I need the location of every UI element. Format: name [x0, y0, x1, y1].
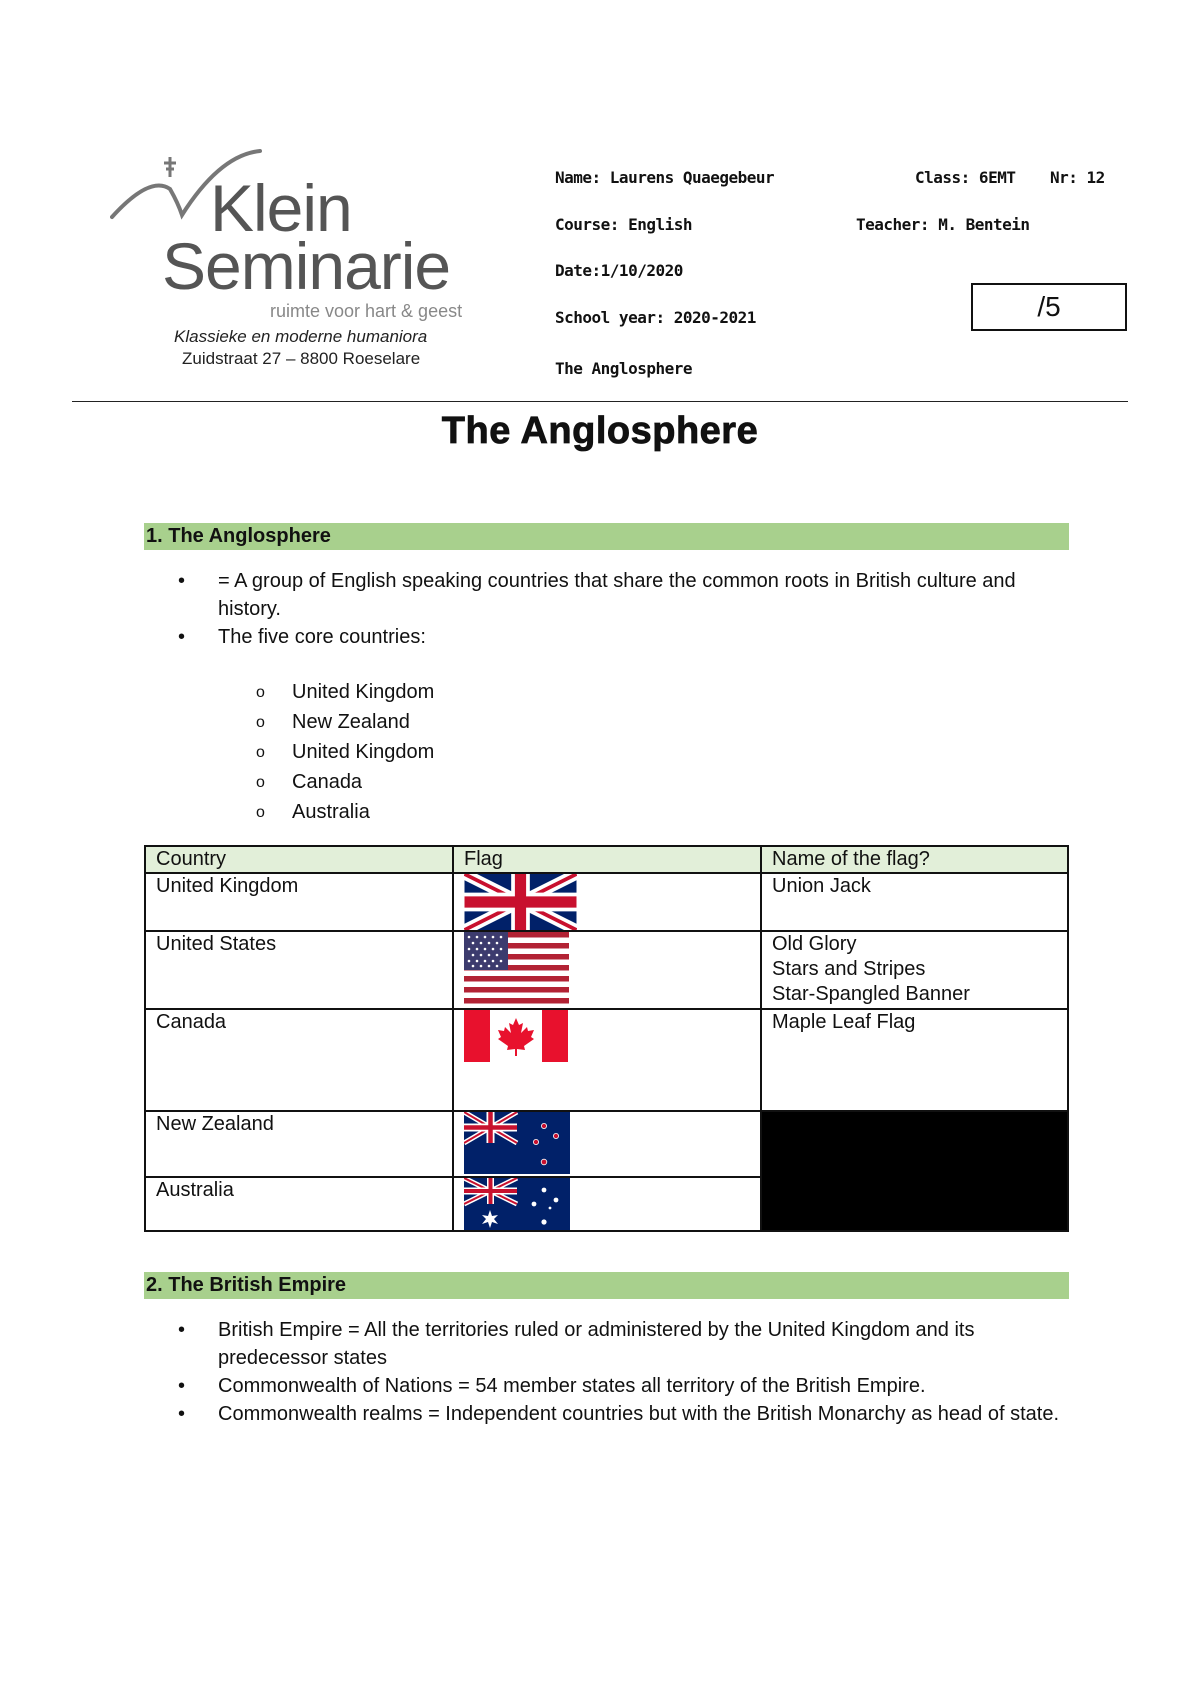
flags-table	[144, 845, 1069, 1232]
logo-seminarie: Seminarie	[162, 229, 451, 303]
list-item: • Commonwealth of Nations = 54 member states all territory of the British Empire.	[176, 1372, 1076, 1400]
flag-name: Union Jack	[772, 875, 871, 897]
uk-flag-icon	[464, 874, 577, 930]
list-item: • British Empire = All the territories ruled or administered by the United Kingdom and its predecessor states	[176, 1316, 1076, 1372]
logo-address: Zuidstraat 27 – 8800 Roeselare	[182, 349, 421, 368]
student-number: Nr: 12	[1050, 168, 1105, 187]
country-cell: United Kingdom	[145, 873, 453, 931]
list-item: o Canada	[256, 767, 434, 797]
australia-flag-icon	[464, 1178, 570, 1230]
logo-subtitle: Klassieke en moderne humaniora	[174, 327, 428, 346]
list-item: o New Zealand	[256, 707, 434, 737]
header-flag-name: Name of the flag?	[761, 846, 1068, 873]
list-item: o United Kingdom	[256, 737, 434, 767]
flag-name: Old Glory	[772, 933, 857, 955]
flag-name: Maple Leaf Flag	[772, 1011, 916, 1033]
student-class: Class: 6EMT	[915, 168, 1016, 187]
logo-tagline: ruimte voor hart & geest	[270, 301, 463, 321]
header-country: Country	[145, 846, 453, 873]
country-cell: New Zealand	[145, 1111, 453, 1177]
list-item: • The five core countries:	[176, 623, 1076, 651]
table-row	[145, 1009, 1068, 1111]
section1-bullets	[176, 567, 1076, 651]
student-name: Name: Laurens Quaegebeur	[555, 168, 775, 187]
flag-name-cell	[761, 1009, 1068, 1111]
table-row	[145, 1111, 1068, 1177]
section-heading-anglosphere: 1. The Anglosphere	[144, 523, 1069, 550]
list-item: o Australia	[256, 797, 434, 827]
core-countries-list	[256, 677, 434, 827]
table-header-row	[145, 846, 1068, 873]
flag-name-cell	[761, 873, 1068, 931]
date: Date:1/10/2020	[555, 261, 683, 280]
canada-flag-icon	[464, 1010, 568, 1062]
country-cell: United States	[145, 931, 453, 1009]
table-row	[145, 873, 1068, 931]
school-logo	[110, 145, 510, 375]
school-year: School year: 2020-2021	[555, 308, 756, 327]
country-cell: Canada	[145, 1009, 453, 1111]
list-item: o United Kingdom	[256, 677, 434, 707]
flag-name-cell	[761, 931, 1068, 1009]
logo-klein: Klein	[210, 171, 352, 245]
list-item: • = A group of English speaking countries that share the common roots in British culture and history.	[176, 567, 1076, 623]
teacher: Teacher: M. Bentein	[856, 215, 1030, 234]
section-heading-british-empire: 2. The British Empire	[144, 1272, 1069, 1299]
flag-name: Stars and Stripes	[772, 958, 926, 980]
new-zealand-flag-icon	[464, 1112, 570, 1174]
table-row	[145, 931, 1068, 1009]
redacted-cell	[761, 1111, 1068, 1231]
list-item: • Commonwealth realms = Independent countries but with the British Monarchy as head of state.	[176, 1400, 1076, 1428]
page-title: The Anglosphere	[441, 410, 759, 452]
topic: The Anglosphere	[555, 359, 692, 378]
score-box: /5	[971, 283, 1127, 331]
header-divider	[72, 401, 1128, 402]
section2-bullets	[176, 1316, 1076, 1428]
us-flag-icon	[464, 932, 569, 1004]
flag-name: Star-Spangled Banner	[772, 983, 970, 1005]
header-flag: Flag	[453, 846, 761, 873]
course: Course: English	[555, 215, 692, 234]
country-cell: Australia	[145, 1177, 453, 1231]
